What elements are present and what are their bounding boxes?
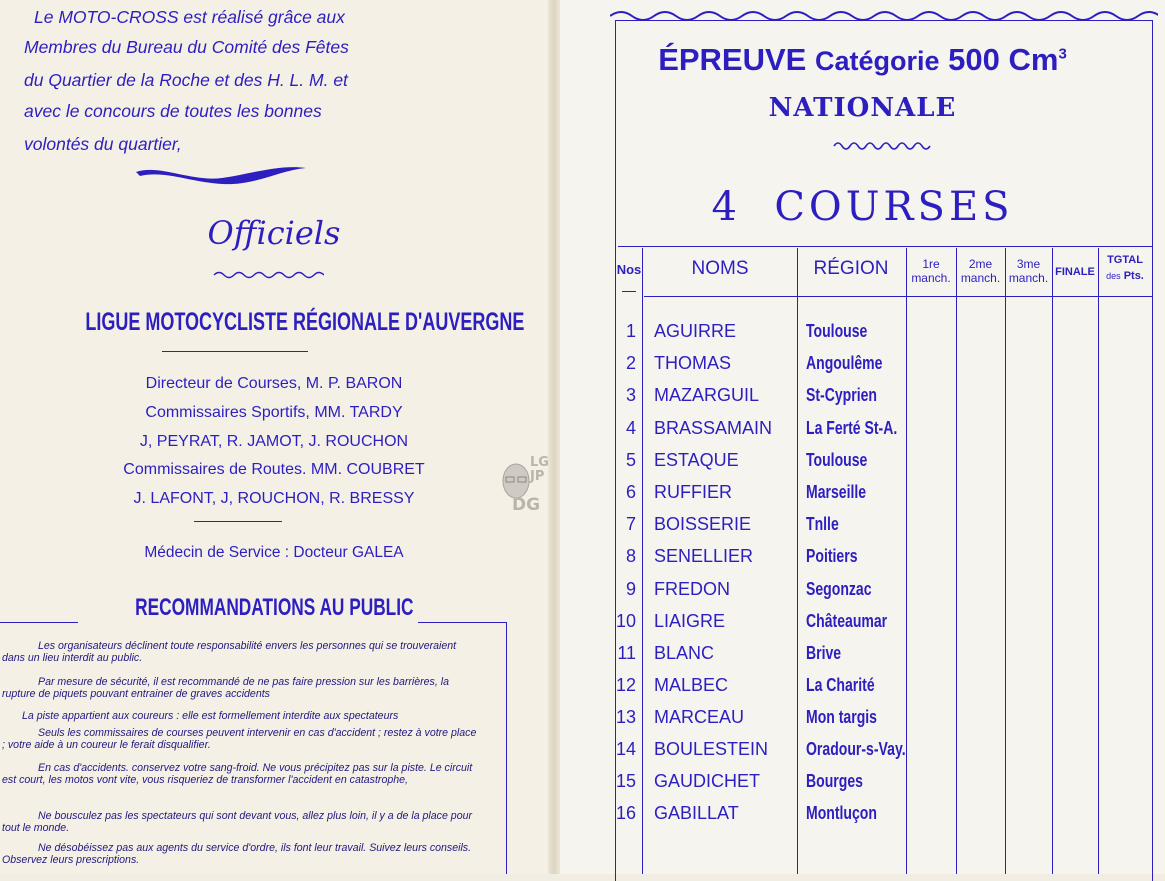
rider-region: Tnlle <box>806 514 839 534</box>
title-unit-sup: 3 <box>1058 45 1067 63</box>
recommendations-title-wrap <box>0 594 548 622</box>
recommendation-item: En cas d'accidents. conservez votre sang-froid. Ne vous précipitez pas sur la piste. Le circuit est court, les motos vont vite, vous risqueriez de transformer l'accident en catastrophe, <box>2 762 473 786</box>
table-row <box>600 509 1160 541</box>
rider-region: Oradour-s-Vay. <box>806 739 906 759</box>
rider-name: LIAIGRE <box>654 611 726 631</box>
rider-region: Mon targis <box>806 707 877 727</box>
event-title <box>560 42 1165 78</box>
header-manche-3-b: manch. <box>1008 271 1049 285</box>
recommendation-item: Les organisateurs déclinent toute responsabilité envers les personnes qui se trouveraient dans un lieu interdit au public. <box>2 640 457 664</box>
table-row <box>600 734 1160 766</box>
header-manche-1-a: 1re <box>922 257 940 271</box>
rider-region: La Ferté St-A. <box>806 418 898 438</box>
table-row <box>600 445 1160 477</box>
nos-underline <box>622 291 636 292</box>
rider-number: 2 <box>625 353 636 373</box>
box-border-right <box>506 622 507 874</box>
rider-number: 3 <box>625 385 636 405</box>
recommendation-item: Par mesure de sécurité, il est recommandé de ne pas faire pression sur les barrières, la rupture de piquets pouvant entrainer de graves accidents <box>2 676 449 700</box>
title-word: ÉPREUVE <box>658 42 807 77</box>
left-page <box>0 0 548 874</box>
table-row <box>600 702 1160 734</box>
rider-region: Poitiers <box>806 546 858 566</box>
header-region: RÉGION <box>813 258 889 279</box>
rider-name: BOISSERIE <box>654 514 752 534</box>
recommendation-item: Ne bousculez pas les spectateurs qui sont devant vous, allez plus loin, il y a de la place pour tout le monde. <box>2 810 473 834</box>
rider-number: 9 <box>625 579 636 599</box>
rider-number: 14 <box>615 739 636 759</box>
recommendation-item: La piste appartient aux coureurs : elle est formellement interdite aux spectateurs <box>22 710 399 722</box>
staff-line: J, PEYRAT, R. JAMOT, J. ROUCHON <box>139 433 409 450</box>
officials-heading: Officiels <box>207 214 341 252</box>
header-total <box>1098 252 1152 284</box>
rider-region: Toulouse <box>806 450 868 470</box>
title-category: Catégorie <box>814 46 940 76</box>
staff-line: J. LAFONT, J, ROUCHON, R. BRESSY <box>133 490 415 507</box>
header-manche-3-a: 3me <box>1016 257 1041 271</box>
rider-region: Montluçon <box>806 803 877 823</box>
page-fold <box>548 0 560 874</box>
rider-number: 15 <box>615 771 636 791</box>
recommendation-item: Ne désobéissez pas aux agents du service d'ordre, ils font leur travail. Suivez leurs conseils. Observez leurs prescriptions. <box>2 842 472 866</box>
recommendation-item: Seuls les commissaires de courses peuvent intervenir en cas d'accident ; restez à votre place ; votre aide à un coureur le ferait disqualifier. <box>2 727 477 751</box>
header-nos: Nos <box>616 262 642 277</box>
stamp-line: LG <box>530 455 549 470</box>
rider-name: FREDON <box>654 579 730 599</box>
table-row <box>600 606 1160 638</box>
rule-left <box>0 622 78 623</box>
table-row <box>600 348 1160 380</box>
header-total-a: TGTAL <box>1107 254 1143 266</box>
intro-line: Membres du Bureau du Comité des Fêtes <box>24 37 349 57</box>
divider <box>162 351 308 352</box>
watermark-stamp <box>498 455 564 515</box>
header-finale: FINALE <box>1055 266 1095 278</box>
header-manche-2-a: 2me <box>968 257 993 271</box>
table-row <box>600 766 1160 798</box>
table-row <box>600 477 1160 509</box>
doctor-line: Médecin de Service : Docteur GALEA <box>144 544 404 561</box>
rider-region: Bourges <box>806 771 863 791</box>
title-unit: Cm <box>1008 42 1059 77</box>
rider-region: Marseille <box>806 482 867 502</box>
league-title: LIGUE MOTOCYCLISTE RÉGIONALE D'AUVERGNE <box>85 308 525 336</box>
intro-line: Le MOTO-CROSS est réalisé grâce aux <box>34 7 345 27</box>
header-rule <box>644 296 1152 297</box>
rider-name: GAUDICHET <box>654 771 761 791</box>
rider-number: 5 <box>625 450 636 470</box>
rider-name: GABILLAT <box>654 803 739 823</box>
divider <box>194 521 282 522</box>
rider-name: BOULESTEIN <box>654 739 769 759</box>
header-manche-2 <box>956 257 1005 285</box>
stamp-line: JP <box>530 469 545 484</box>
intro-line: avec le concours de toutes les bonnes <box>24 101 322 121</box>
staff-line: Directeur de Courses, M. P. BARON <box>145 375 403 392</box>
table-row <box>600 380 1160 412</box>
rider-number: 1 <box>625 321 636 341</box>
rider-name: MAZARGUIL <box>654 385 760 405</box>
rider-name: ESTAQUE <box>654 450 739 470</box>
title-capacity: 500 <box>948 42 1000 77</box>
table-row <box>600 413 1160 445</box>
rider-region: Brive <box>806 643 842 663</box>
rider-number: 16 <box>615 803 636 823</box>
table-row <box>600 670 1160 702</box>
rider-region: Angoulême <box>806 353 883 373</box>
table-row <box>600 798 1160 830</box>
rider-number: 4 <box>625 418 636 438</box>
table-row <box>600 541 1160 573</box>
rider-name: BLANC <box>654 643 715 663</box>
intro-line: volontés du quartier, <box>24 134 182 154</box>
rider-name: SENELLIER <box>654 546 754 566</box>
rider-number: 13 <box>615 707 636 727</box>
table-row <box>600 574 1160 606</box>
rider-region: St-Cyprien <box>806 385 877 405</box>
rider-number: 7 <box>625 514 636 534</box>
rider-name: THOMAS <box>654 353 732 373</box>
event-subtitle: NATIONALE <box>768 93 957 123</box>
rider-name: BRASSAMAIN <box>654 418 773 438</box>
league-title-wrap <box>0 308 548 337</box>
header-manche-2-b: manch. <box>960 271 1001 285</box>
wave-ornament <box>212 270 324 280</box>
stamp-line: DG <box>512 495 541 515</box>
table-row <box>600 316 1160 348</box>
header-total-b-small: des <box>1106 271 1121 281</box>
races-title: 4 COURSES <box>711 184 1014 230</box>
rider-name: MALBEC <box>654 675 729 695</box>
table-row <box>600 638 1160 670</box>
rider-name: RUFFIER <box>654 482 732 502</box>
rider-number: 6 <box>625 482 636 502</box>
header-total-b: Pts. <box>1123 270 1144 282</box>
rider-region: La Charité <box>806 675 875 695</box>
rider-region: Châteaumar <box>806 611 888 631</box>
swash-ornament <box>130 160 310 190</box>
rule-right <box>418 622 506 623</box>
header-manche-1 <box>906 257 956 285</box>
rider-number: 8 <box>625 546 636 566</box>
small-wave <box>832 138 932 150</box>
rider-number: 11 <box>617 643 636 663</box>
header-manche-1-b: manch. <box>911 271 951 285</box>
rider-name: MARCEAU <box>654 707 745 727</box>
rider-number: 10 <box>615 611 636 631</box>
rider-region: Toulouse <box>806 321 868 341</box>
rider-name: AGUIRRE <box>654 321 737 341</box>
intro-line: du Quartier de la Roche et des H. L. M. et <box>24 70 348 90</box>
staff-line: Commissaires de Routes. MM. COUBRET <box>123 461 425 478</box>
recommendations-title: RECOMMANDATIONS AU PUBLIC <box>134 594 414 621</box>
rider-region: Segonzac <box>806 579 872 599</box>
rider-number: 12 <box>615 675 636 695</box>
header-manche-3 <box>1005 257 1052 285</box>
staff-line: Commissaires Sportifs, MM. TARDY <box>145 404 403 421</box>
header-noms: NOMS <box>691 258 749 279</box>
table-top-rule <box>618 246 1152 247</box>
